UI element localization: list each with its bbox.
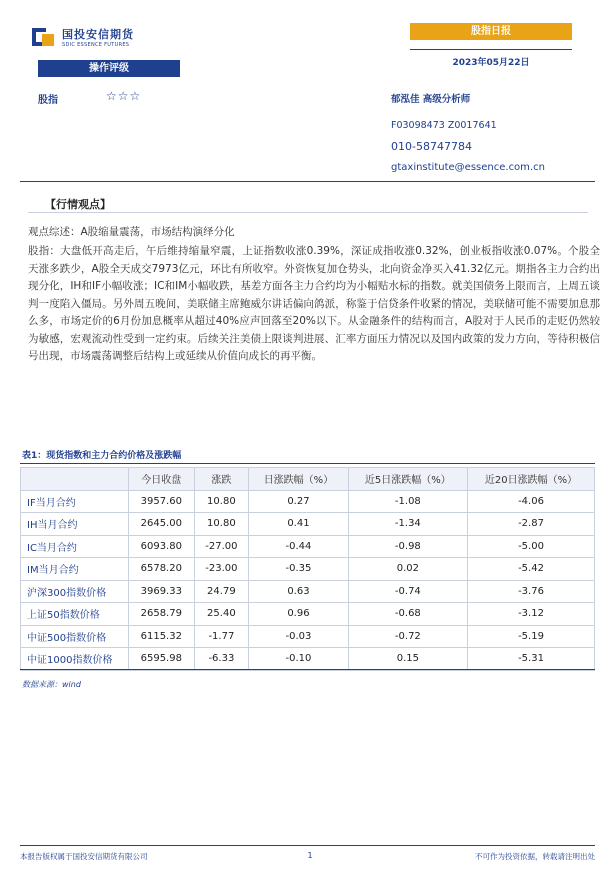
- table-cell: 上证50指数价格: [21, 603, 129, 626]
- footer-copyright: 本报告版权属于国投安信期货有限公司: [20, 852, 148, 861]
- table-cell: -5.00: [468, 535, 595, 558]
- analyst-phone: 010-58747784: [391, 140, 472, 153]
- analyst-license-ids: F03098473 Z0017641: [391, 120, 497, 131]
- table-cell: 6115.32: [129, 625, 195, 648]
- table-cell: -0.98: [348, 535, 467, 558]
- company-name-en: SDIC ESSENCE FUTURES: [62, 42, 130, 48]
- table-row: [21, 625, 595, 648]
- rating-product: 股指: [38, 95, 58, 106]
- data-source: 数据来源：wind: [22, 680, 81, 689]
- table-cell: -23.00: [194, 558, 249, 581]
- analyst-name: 郁泓佳 高级分析师: [391, 94, 471, 105]
- table-top-rule: [20, 463, 595, 464]
- table-cell: 2658.79: [129, 603, 195, 626]
- table-cell: 0.02: [348, 558, 467, 581]
- table-cell: 中证500指数价格: [21, 625, 129, 648]
- table-cell: -1.34: [348, 513, 467, 536]
- section-title: 【行情观点】: [45, 198, 111, 211]
- table-cell: IM当月合约: [21, 558, 129, 581]
- table-cell: 6578.20: [129, 558, 195, 581]
- logo-mark-icon: [32, 26, 56, 48]
- table-cell: 25.40: [194, 603, 249, 626]
- table-cell: -0.44: [249, 535, 349, 558]
- table-cell: 10.80: [194, 490, 249, 513]
- table-cell: -5.42: [468, 558, 595, 581]
- table-cell: -2.87: [468, 513, 595, 536]
- table-row: [21, 558, 595, 581]
- table-row: [21, 648, 595, 671]
- table-title: 表1：现货指数和主力合约价格及涨跌幅: [22, 451, 182, 461]
- table-header-cell: [21, 468, 129, 491]
- table-cell: 0.27: [249, 490, 349, 513]
- table-cell: -0.72: [348, 625, 467, 648]
- table-cell: -5.19: [468, 625, 595, 648]
- footer-disclaimer: 不可作为投资依据，转载请注明出处: [475, 852, 595, 861]
- table-cell: -4.06: [468, 490, 595, 513]
- table-cell: -0.10: [249, 648, 349, 671]
- table-cell: -0.68: [348, 603, 467, 626]
- table-cell: 3969.33: [129, 580, 195, 603]
- table-bottom-rule: [20, 669, 595, 670]
- table-cell: 6093.80: [129, 535, 195, 558]
- footer-divider: [20, 845, 595, 846]
- table-cell: -1.77: [194, 625, 249, 648]
- table-cell: 沪深300指数价格: [21, 580, 129, 603]
- table-header-cell: 近20日涨跌幅（%）: [468, 468, 595, 491]
- table-cell: 6595.98: [129, 648, 195, 671]
- table-cell: -1.08: [348, 490, 467, 513]
- report-date: 2023年05月22日: [452, 58, 530, 68]
- table-cell: 0.15: [348, 648, 467, 671]
- section-divider: [28, 212, 588, 213]
- table-row: [21, 490, 595, 513]
- table-header-cell: 今日收盘: [129, 468, 195, 491]
- table-header-row: [21, 468, 595, 491]
- table-cell: IC当月合约: [21, 535, 129, 558]
- table-cell: IH当月合约: [21, 513, 129, 536]
- table-cell: 2645.00: [129, 513, 195, 536]
- table-cell: 10.80: [194, 513, 249, 536]
- rating-stars: ☆☆☆: [106, 89, 142, 103]
- table-cell: -27.00: [194, 535, 249, 558]
- table-cell: 3957.60: [129, 490, 195, 513]
- table-cell: 24.79: [194, 580, 249, 603]
- table-header-cell: 近5日涨跌幅（%）: [348, 468, 467, 491]
- table-cell: -5.31: [468, 648, 595, 671]
- table-cell: -0.03: [249, 625, 349, 648]
- table-cell: 0.63: [249, 580, 349, 603]
- table-cell: 0.96: [249, 603, 349, 626]
- rating-bar: 操作评级: [38, 60, 180, 77]
- table-row: [21, 513, 595, 536]
- body-paragraph: 股指：大盘低开高走后，午后维持缩量窄震，上证指数收涨0.39%，深证成指收涨0.32%，创业板指收涨0.07%。个股全天涨多跌少，A股全天成交7973亿元，环比有所收窄。外资恢复加仓势头，北向资金净买入41.32亿元。期指各主力合约出现分化，IH和IF小幅收涨；IC和IM小幅收跌，基差方面各主力合约均为小幅贴水标的指数。就美国债务上限而言，上周五谈判一度陷入僵局。另外周五晚间，美联储主席鲍威尔讲话偏向鸽派，称鉴于信贷条件收紧的情况，美联储可能不需要加息那么多，市场定价的6月份加息概率从超过40%应声回落至20%以下。从金融条件的结构而言，A股对于人民币的走贬仍然较为敏感，宏观流动性受到一定约束。后续关注美债上限谈判进展、汇率方面压力情况以及国内政策的发力方向，等待积极信号出现，市场震荡调整后结构上或延续从价值向成长的再平衡。: [28, 245, 600, 362]
- table-cell: -3.12: [468, 603, 595, 626]
- report-divider: [410, 49, 572, 50]
- report-type-badge: 股指日报: [410, 23, 572, 40]
- table-cell: -3.76: [468, 580, 595, 603]
- page-number: 1: [307, 851, 313, 860]
- company-name-cn: 国投安信期货: [62, 28, 134, 41]
- table-cell: 0.41: [249, 513, 349, 536]
- table-row: [21, 580, 595, 603]
- analyst-email: gtaxinstitute@essence.com.cn: [391, 162, 545, 173]
- table-cell: -6.33: [194, 648, 249, 671]
- company-logo: [32, 26, 134, 48]
- table-cell: IF当月合约: [21, 490, 129, 513]
- table-cell: 中证1000指数价格: [21, 648, 129, 671]
- quotes-table: [20, 467, 595, 671]
- summary-text: 观点综述：A股缩量震荡，市场结构演绎分化: [28, 226, 235, 238]
- table-header-cell: 日涨跌幅（%）: [249, 468, 349, 491]
- table-row: [21, 535, 595, 558]
- table-row: [21, 603, 595, 626]
- header-divider: [20, 181, 595, 182]
- table-header-cell: 涨跌: [194, 468, 249, 491]
- table-cell: -0.35: [249, 558, 349, 581]
- table-cell: -0.74: [348, 580, 467, 603]
